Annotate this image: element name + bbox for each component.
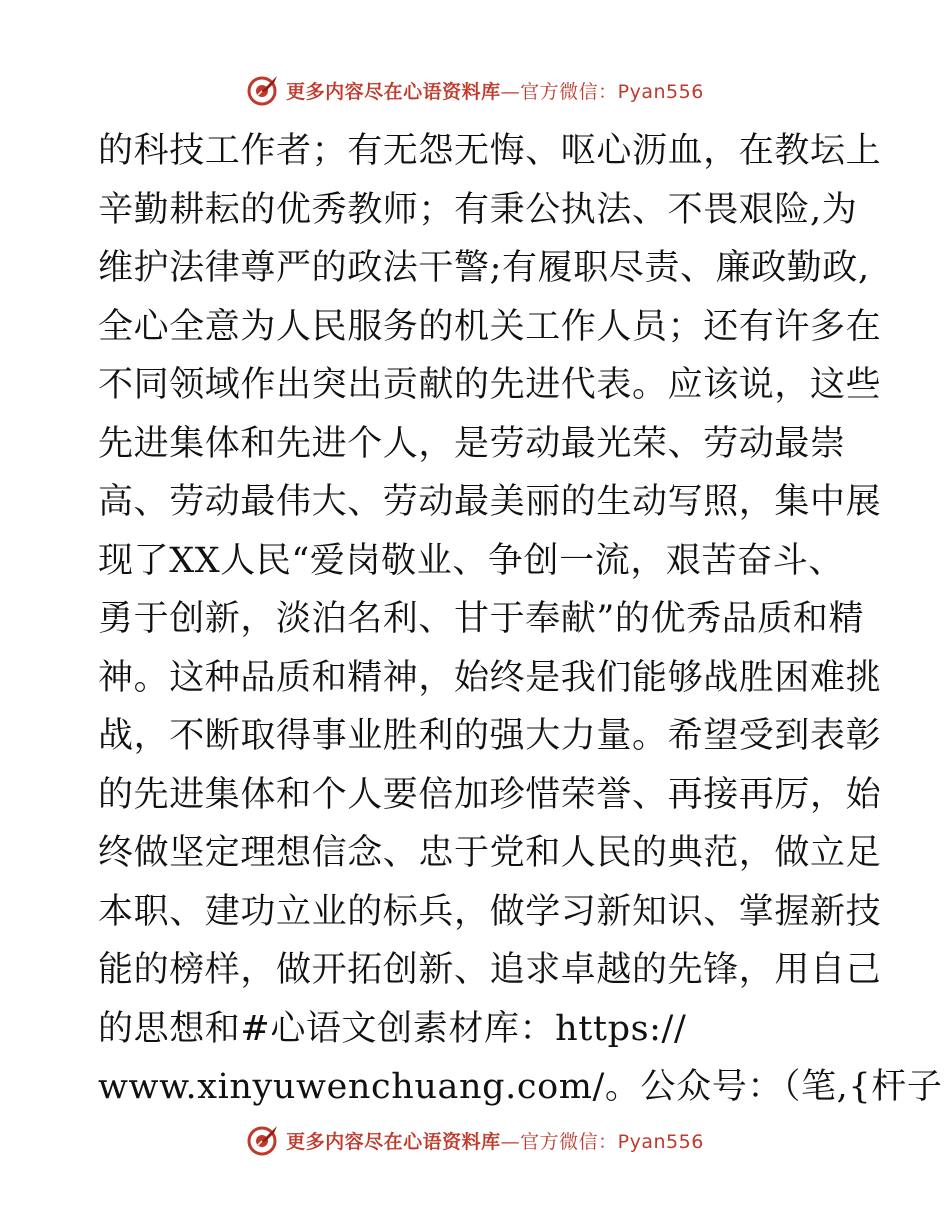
body-line: 勇于创新，淡泊名利、甘于奉献”的优秀品质和精: [98, 599, 865, 639]
body-line: 不同领域作出突出贡献的先进代表。应该说，这些: [98, 365, 882, 405]
body-line: 终做坚定理想信念、忠于党和人民的典范，做立足: [98, 833, 882, 873]
body-line: 的科技工作者；有无怨无悔、呕心沥血，在教坛上: [98, 131, 882, 171]
body-line: 先进集体和先进个人，是劳动最光荣、劳动最崇: [98, 423, 846, 464]
body-line: 的思想和#心语文创素材库：https://: [98, 1008, 687, 1049]
footer-brand-text: 更多内容尽在心语资料库: [286, 1130, 501, 1153]
body-line: 能的榜样，做开拓创新、追求卓越的先锋，用自己: [98, 950, 882, 990]
body-line: 维护法律尊严的政法干警;有履职尽责、廉政勤政,: [98, 248, 870, 288]
header-separator: —: [500, 80, 521, 103]
footer-banner-text: [286, 1127, 704, 1154]
body-line: 神。这种品质和精神，始终是我们能够战胜困难挑: [98, 657, 882, 698]
quill-logo-icon: [246, 73, 280, 107]
header-wechat-text: 官方微信：Pyan556: [520, 80, 704, 103]
footer-wechat-text: 官方微信：Pyan556: [520, 1130, 704, 1153]
body-line: www.xinyuwenchuang.com/。公众号：（笔,{杆子: [98, 1067, 943, 1107]
body-line: 高、劳动最伟大、劳动最美丽的生动写照，集中展: [98, 482, 882, 522]
body-line: 现了XX人民“爱岗敬业、争创一流，艰苦奋斗、: [98, 540, 844, 581]
footer-separator: —: [500, 1130, 521, 1153]
header-banner-text: [286, 77, 704, 104]
body-line: 战，不断取得事业胜利的强大力量。希望受到表彰: [98, 716, 882, 756]
quill-logo-icon: [246, 1123, 280, 1157]
footer-banner: [0, 1120, 950, 1160]
document-body: [98, 122, 943, 1117]
header-brand-text: 更多内容尽在心语资料库: [286, 80, 501, 103]
body-line: 本职、建功立业的标兵，做学习新知识、掌握新技: [98, 891, 882, 932]
header-banner: [0, 70, 950, 110]
body-line: 辛勤耕耘的优秀教师；有秉公执法、不畏艰险,为: [98, 189, 858, 230]
body-line: 全心全意为人民服务的机关工作人员；还有许多在: [98, 306, 882, 347]
body-line: 的先进集体和个人要倍加珍惜荣誉、再接再厉，始: [98, 774, 882, 815]
